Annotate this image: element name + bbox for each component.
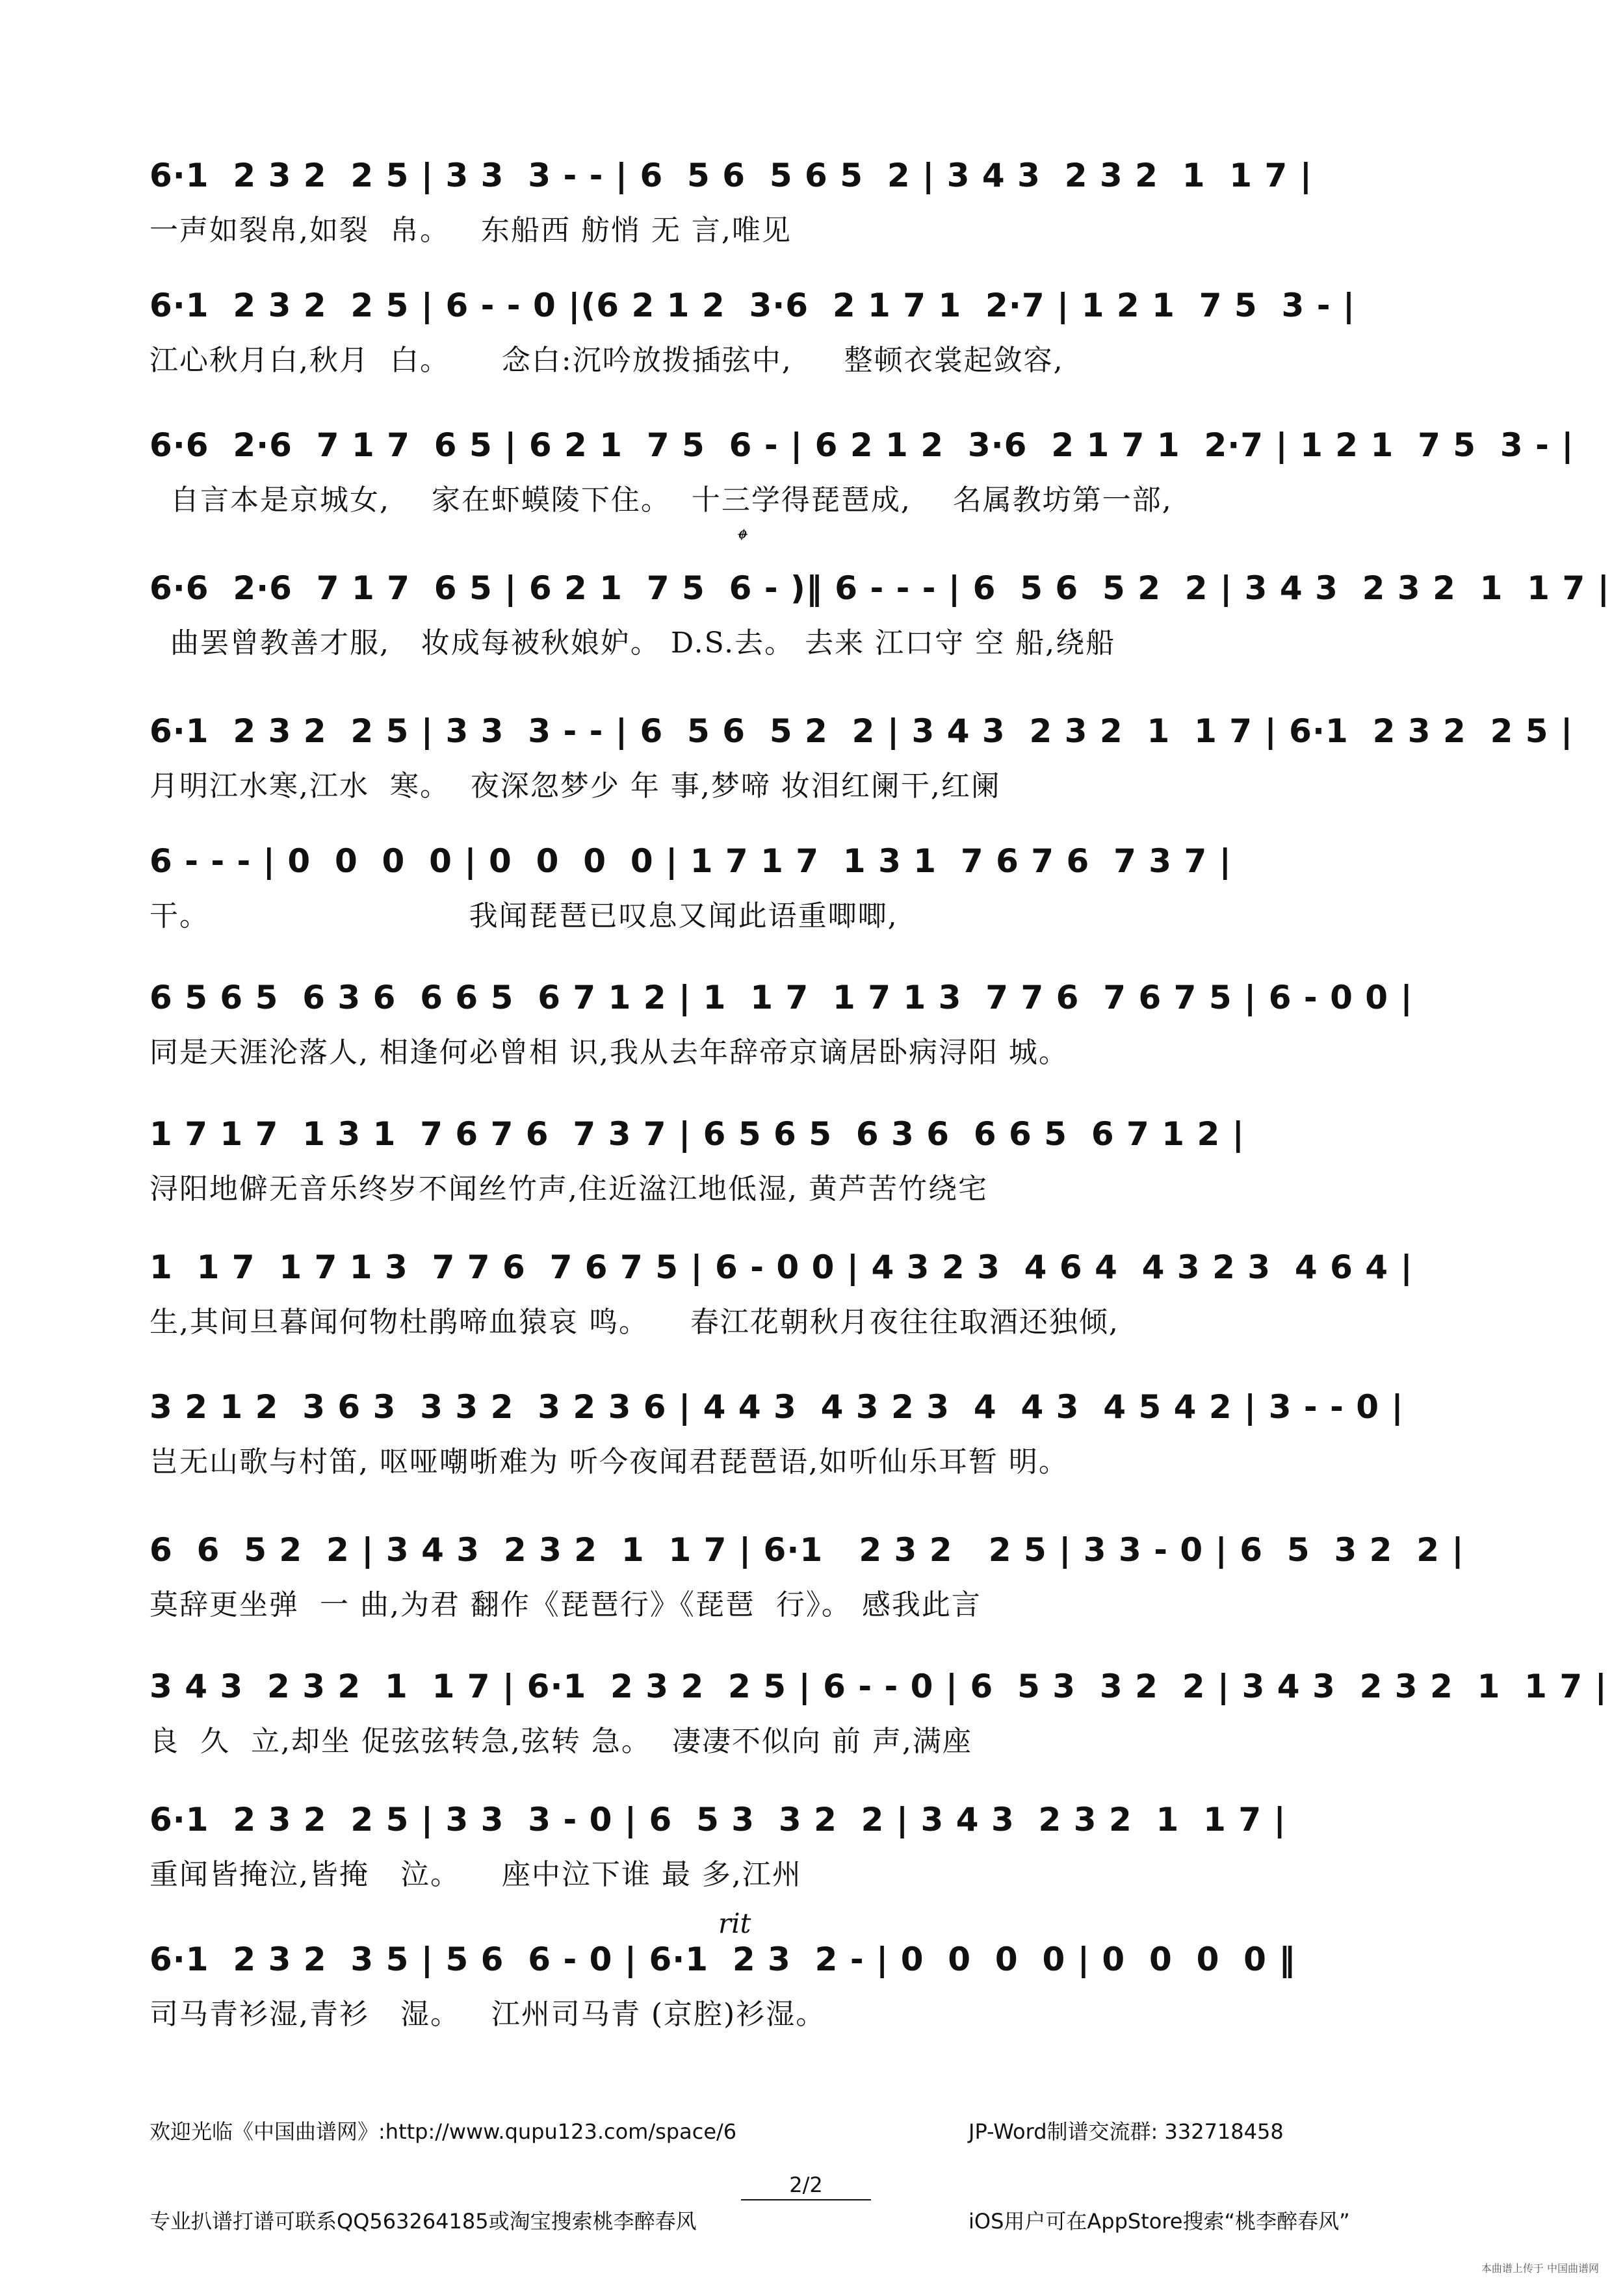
notation-line: 3 2 1 2 3 6 3 3 3 2 3 2 3 6 | 4 4 3 4 3 2 3 4 4 3 4 5 4 2 | 3 - - 0 |	[150, 1388, 1404, 1426]
notation-line: 6·1 2 3 2 2 5 | 3 3 3 - 0 | 6 5 3 3 2 2 | 3 4 3 2 3 2 1 1 7 |	[150, 1801, 1286, 1838]
footer-group-text: JP-Word制谱交流群: 332718458	[968, 2119, 1284, 2144]
lyric-line: 江心秋月白,秋月 白。 念白:沉吟放拨插弦中, 整顿衣裳起敛容,	[150, 344, 1064, 377]
score-system-14	[150, 1930, 1469, 2060]
lyric-line: 莫辞更坐弹 一 曲,为君 翻作《琵琶行》《琵琶 行》。 感我此言	[150, 1588, 982, 1621]
footer-right	[968, 2057, 1350, 2296]
score-system-13	[150, 1790, 1469, 1920]
notation-line: 6 5 6 5 6 3 6 6 6 5 6 7 1 2 | 1 1 7 1 7 1 3 7 7 6 7 6 7 5 | 6 - 0 0 |	[150, 979, 1413, 1016]
score-system-9	[150, 1238, 1469, 1368]
notation-line: 6·1 2 3 2 3 5 | 5 6 6 - 0 | 6·1 2 3 2 - | 0 0 0 0 | 0 0 0 0 ‖	[150, 1941, 1296, 1978]
score-system-4	[150, 559, 1610, 689]
notation-line: 6 6 5 2 2 | 3 4 3 2 3 2 1 1 7 | 6·1 2 3 2 2 5 | 3 3 - 0 | 6 5 3 2 2 |	[150, 1531, 1464, 1569]
notation-line: 1 1 7 1 7 1 3 7 7 6 7 6 7 5 | 6 - 0 0 | 4 3 2 3 4 6 4 4 3 2 3 4 6 4 |	[150, 1248, 1413, 1286]
score-system-7	[150, 968, 1469, 1098]
page-number: 2/2	[741, 2171, 871, 2200]
footer-ios-text: iOS用户可在AppStore搜索“桃李醉春风”	[968, 2209, 1350, 2234]
lyric-line: 干。 我闻琵琶已叹息又闻此语重唧唧,	[150, 899, 898, 933]
footer-welcome-text: 欢迎光临《中国曲谱网》:http://www.qupu123.com/space/6	[150, 2119, 737, 2144]
score-system-5	[150, 702, 1574, 832]
notation-line: 6·1 2 3 2 2 5 | 3 3 3 - - | 6 5 6 5 6 5 2 | 3 4 3 2 3 2 1 1 7 |	[150, 157, 1312, 194]
score-system-6	[150, 832, 1469, 962]
score-system-8	[150, 1105, 1469, 1235]
upload-credit: 本曲谱上传于 中国曲谱网	[1481, 2262, 1599, 2275]
notation-line: 6·1 2 3 2 2 5 | 3 3 3 - - | 6 5 6 5 2 2 | 3 4 3 2 3 2 1 1 7 | 6·1 2 3 2 2 5 |	[150, 712, 1574, 750]
score-system-3	[150, 416, 1574, 546]
notation-line: 6·1 2 3 2 2 5 | 6 - - 0 |(6 2 1 2 3·6 2 1 7 1 2·7 | 1 2 1 7 5 3 - |	[150, 287, 1356, 324]
footer-service-text: 专业扒谱打谱可联系QQ563264185或淘宝搜索桃李醉春风	[150, 2209, 697, 2234]
score-system-12	[150, 1657, 1607, 1787]
score-system-10	[150, 1378, 1469, 1508]
lyric-line: 自言本是京城女, 家在虾蟆陵下住。 十三学得琵琶成, 名属教坊第一部,	[150, 484, 1173, 517]
footer-left	[150, 2057, 736, 2296]
lyric-line: 月明江水寒,江水 寒。 夜深忽梦少 年 事,梦啼 妆泪红阑干,红阑	[150, 769, 1001, 803]
lyric-line: 一声如裂帛,如裂 帛。 东船西 舫悄 无 言,唯见	[150, 214, 792, 247]
lyric-line: 重闻皆掩泣,皆掩 泣。 座中泣下谁 最 多,江州	[150, 1858, 802, 1891]
score-system-11	[150, 1521, 1469, 1651]
notation-line: 6·6 2·6 7 1 7 6 5 | 6 2 1 7 5 6 - | 6 2 1 2 3·6 2 1 7 1 2·7 | 1 2 1 7 5 3 - |	[150, 426, 1574, 464]
lyric-line: 良 久 立,却坐 促弦弦转急,弦转 急。 凄凄不似向 前 声,满座	[150, 1725, 972, 1758]
lyric-line: 生,其间旦暮闻何物杜鹃啼血猿哀 鸣。 春江花朝秋月夜往往取酒还独倾,	[150, 1306, 1119, 1339]
notation-line: 1 7 1 7 1 3 1 7 6 7 6 7 3 7 | 6 5 6 5 6 3 6 6 6 5 6 7 1 2 |	[150, 1115, 1245, 1153]
lyric-line: 曲罢曾教善才服, 妆成每被秋娘妒。 D.S.去。 去来 江口守 空 船,绕船	[150, 626, 1116, 660]
coda-sign-icon: 𝄌	[734, 523, 744, 555]
score-system-2	[150, 276, 1469, 406]
lyric-line: 同是天涯沦落人, 相逢何必曾相 识,我从去年辞帝京谪居卧病浔阳 城。	[150, 1036, 1069, 1069]
lyric-line: 司马青衫湿,青衫 湿。 江州司马青 (京腔)衫湿。	[150, 1998, 826, 2031]
notation-line: 6 - - - | 0 0 0 0 | 0 0 0 0 | 1 7 1 7 1 3 1 7 6 7 6 7 3 7 |	[150, 842, 1232, 880]
notation-line: 6·6 2·6 7 1 7 6 5 | 6 2 1 7 5 6 - )‖ 6 - - - | 6 5 6 5 2 2 | 3 4 3 2 3 2 1 1 7 |	[150, 569, 1610, 607]
lyric-line: 岂无山歌与村笛, 呕哑嘲哳难为 听今夜闻君琵琶语,如听仙乐耳暂 明。	[150, 1445, 1069, 1478]
lyric-line: 浔阳地僻无音乐终岁不闻丝竹声,住近湓江地低湿, 黄芦苦竹绕宅	[150, 1172, 988, 1206]
tempo-marking-rit: rit	[718, 1907, 751, 1939]
notation-line: 3 4 3 2 3 2 1 1 7 | 6·1 2 3 2 2 5 | 6 - - 0 | 6 5 3 3 2 2 | 3 4 3 2 3 2 1 1 7 |	[150, 1668, 1607, 1705]
score-system-1	[150, 146, 1469, 276]
